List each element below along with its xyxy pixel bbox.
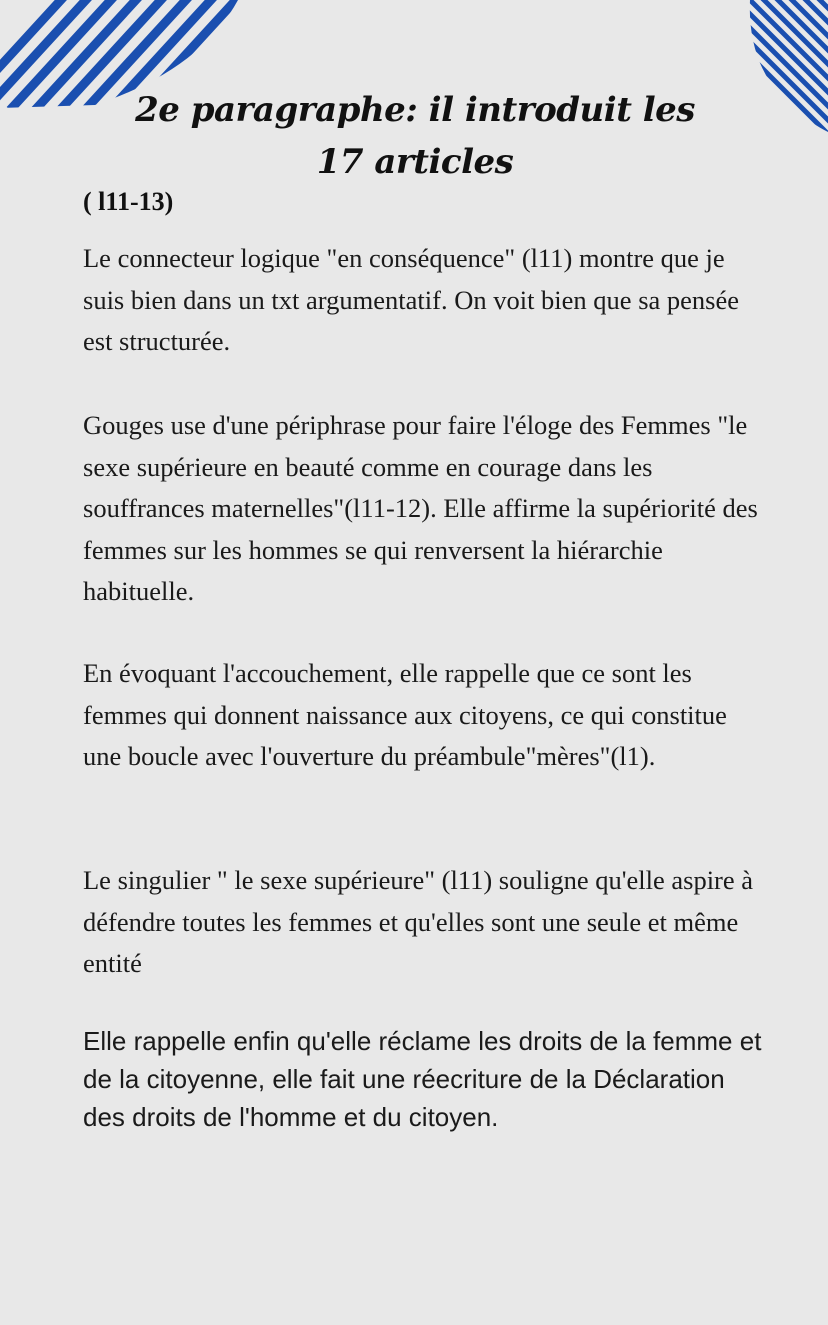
- line-reference: ( l11-13): [83, 187, 174, 216]
- striped-decoration-top-right: [748, 0, 828, 135]
- page-title: 2e paragraphe: il introduit les 17 articles: [135, 90, 695, 182]
- paragraph-4: Le singulier " le sexe supérieure" (l11) souligne qu'elle aspire à défendre toutes les femmes et qu'elles sont une seule et même entité: [83, 865, 754, 978]
- paragraph-3: En évoquant l'accouchement, elle rappelle que ce sont les femmes qui donnent naissance aux citoyens, ce qui constitue une boucle avec l'ouverture du préambule"mères"(l1).: [83, 658, 727, 771]
- paragraph-1: Le connecteur logique "en conséquence" (l11) montre que je suis bien dans un txt argumentatif. On voit bien que sa pensée est structurée.: [83, 243, 739, 356]
- paragraph-2: Gouges use d'une périphrase pour faire l'éloge des Femmes "le sexe supérieure en beauté comme en courage dans les souffrances maternelles"(l11-12). Elle affirme la supériorité des femmes sur les hommes se qui renversent la hiérarchie habituelle.: [83, 410, 758, 606]
- paragraph-5: Elle rappelle enfin qu'elle réclame les droits de la femme et de la citoyenne, elle fait une réecriture de la Déclaration des droits de l'homme et du citoyen.: [83, 1026, 762, 1132]
